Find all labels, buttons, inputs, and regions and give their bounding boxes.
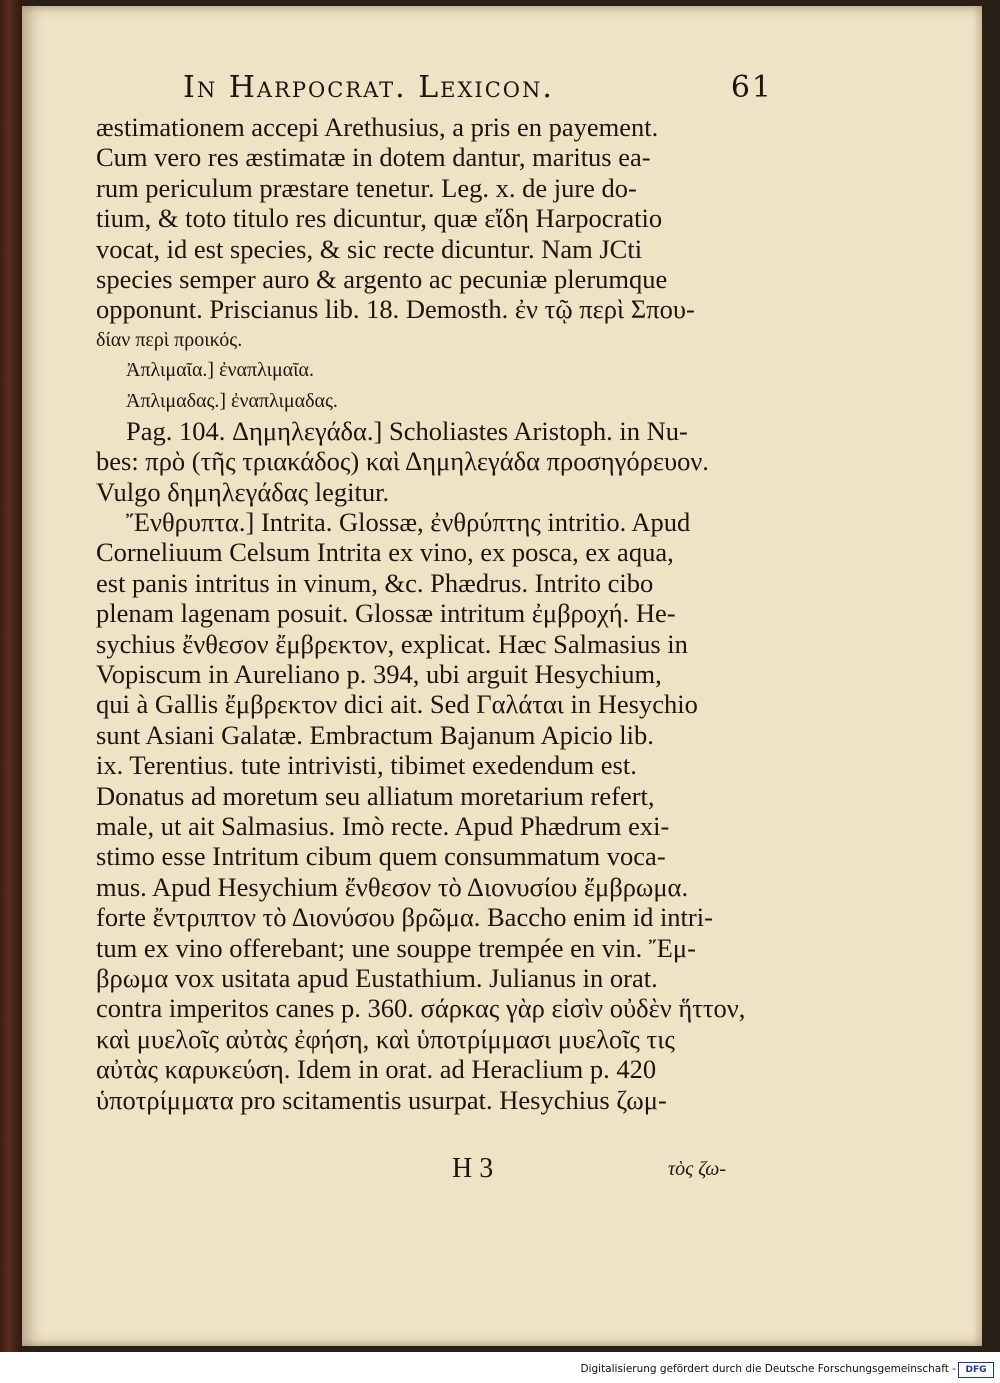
text-body [96,112,776,1115]
running-header [183,70,773,114]
text-line: species semper auro & argento ac pecuniæ plerumque [96,263,668,294]
catchword: τὸς ζω- [668,1158,727,1180]
text-line: Vulgo δημηλεγάδας legitur. [96,476,390,507]
text-line: forte ἔντριπτον τὸ Διονύσου βρῶμα. Baccho enim id intri- [96,902,713,933]
book-spine [0,0,22,1352]
text-line: qui à Gallis ἔμβρεκτον dici ait. Sed Γαλάται in Hesychio [96,689,698,720]
text-line: æstimationem accepi Arethusius, a pris en payement. [96,112,659,142]
text-line: ix. Terentius. tute intrivisti, tibimet exedendum est. [96,750,637,781]
text-line: stimo esse Intritum cibum quem consummatum voca- [96,841,666,872]
text-line: sychius ἔνθεσον ἔμβρεκτον, explicat. Hæc Salmasius in [96,628,688,659]
text-line: sunt Asiani Galatæ. Embractum Bajanum Apicio lib. [96,719,654,750]
text-line: βρωμα vox usitata apud Eustathium. Julianus in orat. [96,962,658,993]
page-number: 61 [730,70,773,105]
text-line: bes: πρὸ (τῆς τριακάδος) καὶ Δημηλεγάδα προσηγόρευον. [96,446,709,477]
funding-credit: Digitalisierung gefördert durch die Deutsche Forschungsgemeinschaft - [580,1363,956,1375]
text-line: αὐτὰς καρυκεύση. Idem in orat. ad Heraclium p. 420 [96,1054,657,1085]
running-title: In Harpocrat. Lexicon. [183,70,554,105]
text-line: καὶ μυελοῖς αὐτὰς ἐφήση, καὶ ὑποτρίμμασι μυελοῖς τις [96,1023,675,1054]
text-line: Vopiscum in Aureliano p. 394, ubi arguit Hesychium, [96,659,662,690]
text-line: rum periculum præstare tenetur. Leg. x. de jure do- [96,172,637,203]
text-line: Corneliuum Celsum Intrita ex vino, ex posca, ex aqua, [96,537,674,568]
text-line: male, ut ait Salmasius. Imò recte. Apud Phædrum exi- [96,810,670,841]
lemma-line: Ἀπλιμαδας.] ἐναπλιμαδας. [126,389,338,412]
lemma-line: Ἔνθρυπτα.] Intrita. Glossæ, ἐνθρύπτης intritio. Apud [126,507,691,538]
text-line: δίαν περὶ προικός. [96,328,243,351]
text-line: Cum vero res æstimatæ in dotem dantur, maritus ea- [96,142,651,173]
text-line: tum ex vino offerebant; une souppe trempée en vin. Ἔμ- [96,932,696,963]
text-line: contra imperitos canes p. 360. σάρκας γὰρ εἰσὶν οὐδὲν ἥττον, [96,993,746,1024]
lemma-line: Pag. 104. Δημηλεγάδα.] Scholiastes Aristoph. in Nu- [126,415,688,446]
text-line: vocat, id est species, & sic recte dicuntur. Nam JCti [96,233,643,264]
lemma-line: Ἀπλιμαῖα.] ἐναπλιμαῖα. [126,359,315,382]
signature-mark: H 3 [452,1153,494,1184]
text-line: plenam lagenam posuit. Glossæ intritum ἐμβροχή. He- [96,598,676,629]
text-line: Donatus ad moretum seu alliatum moretarium refert, [96,780,655,811]
text-line: est panis intritus in vinum, &c. Phædrus. Intrito cibo [96,567,654,598]
text-line: mus. Apud Hesychium ἔνθεσον τὸ Διονυσίου ἔμβρωμα. [96,871,689,902]
text-line: ὑποτρίμματα pro scitamentis usurpat. Hesychius ζωμ- [96,1084,667,1115]
text-line: opponunt. Priscianus lib. 18. Demosth. ἐν τῷ περὶ Σπου- [96,294,695,325]
digitization-caption [0,1360,1000,1380]
dfg-logo: DFG [958,1362,994,1378]
text-line: tium, & toto titulo res dicuntur, quæ εἴδη Harpocratio [96,203,663,234]
